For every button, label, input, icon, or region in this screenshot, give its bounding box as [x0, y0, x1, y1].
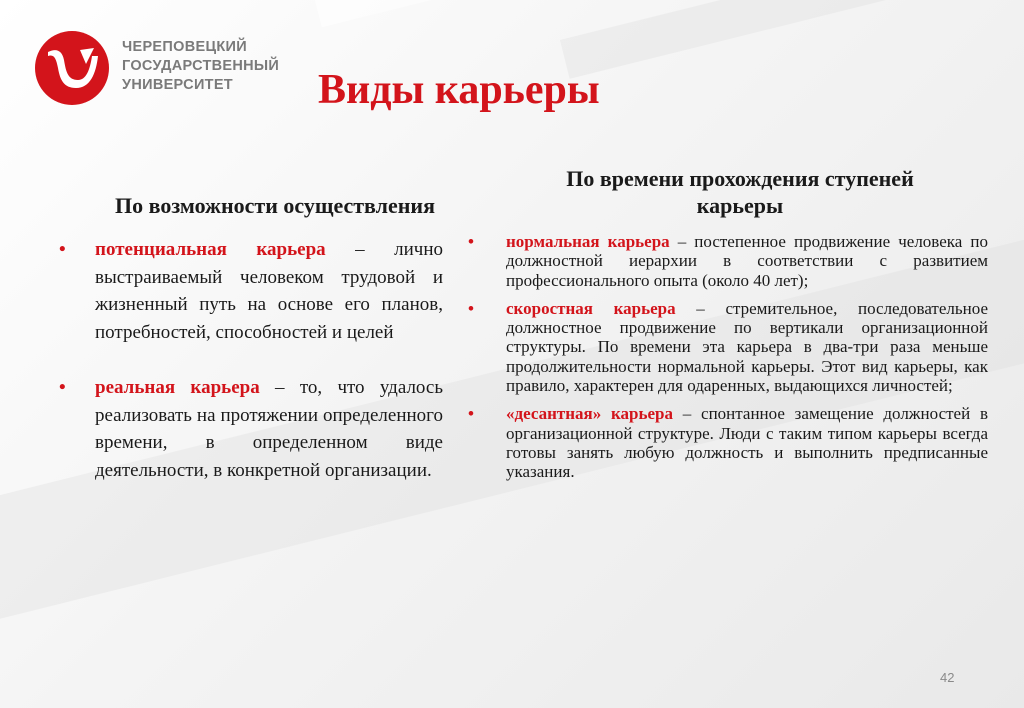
- list-item: [95, 374, 443, 484]
- list-item: [506, 232, 988, 290]
- list-item: [506, 404, 988, 481]
- career-term: скоростная карьера: [506, 298, 676, 318]
- left-career-list: [95, 236, 443, 484]
- page-number: 42: [940, 670, 955, 685]
- left-column-heading: По возможности осуществления: [115, 193, 435, 218]
- right-career-list: [506, 232, 988, 482]
- career-description: – лично выстраиваемый человеком трудовой и жизненный путь на основе его планов, потребностей, способностей и целей: [95, 239, 444, 343]
- list-item: [506, 299, 988, 395]
- list-item: [95, 236, 443, 346]
- career-description: – постепенное продвижение человека по должностной иерархии в соответствии с развитием профессионального опыта (около 40 лет);: [506, 232, 988, 290]
- career-description: – стремительное, последовательное должностное продвижение по вертикали организационной структуры. По времени эта карьера в два-три раза меньше продолжительности нормальной карьеры. Этот вид карьеры, как правило, характерен для одаренных, выдающихся личностей;: [506, 298, 988, 396]
- slide-title: Виды карьеры: [318, 67, 600, 113]
- career-term: реальная карьера: [95, 377, 260, 398]
- right-column-heading: По времени прохождения ступеней карьеры: [566, 166, 914, 218]
- university-name-line: ЧЕРЕПОВЕЦКИЙ: [122, 39, 247, 55]
- career-description: – то, что удалось реализовать на протяжении определенного времени, в определенном виде деятельности, в конкретной организации.: [95, 377, 443, 481]
- university-name-line: УНИВЕРСИТЕТ: [122, 77, 233, 93]
- university-logo: [34, 30, 110, 106]
- career-description: – спонтанное замещение должностей в организационной структуре. Люди с таким типом карьеры всегда готовы занять любую должность и выполнить предписанные указания.: [506, 404, 988, 482]
- university-name-line: ГОСУДАРСТВЕННЫЙ: [122, 58, 280, 74]
- career-term: «десантная» карьера: [506, 404, 673, 424]
- university-name: [122, 38, 279, 95]
- career-term: потенциальная карьера: [95, 239, 326, 260]
- career-term: нормальная карьера: [506, 232, 670, 251]
